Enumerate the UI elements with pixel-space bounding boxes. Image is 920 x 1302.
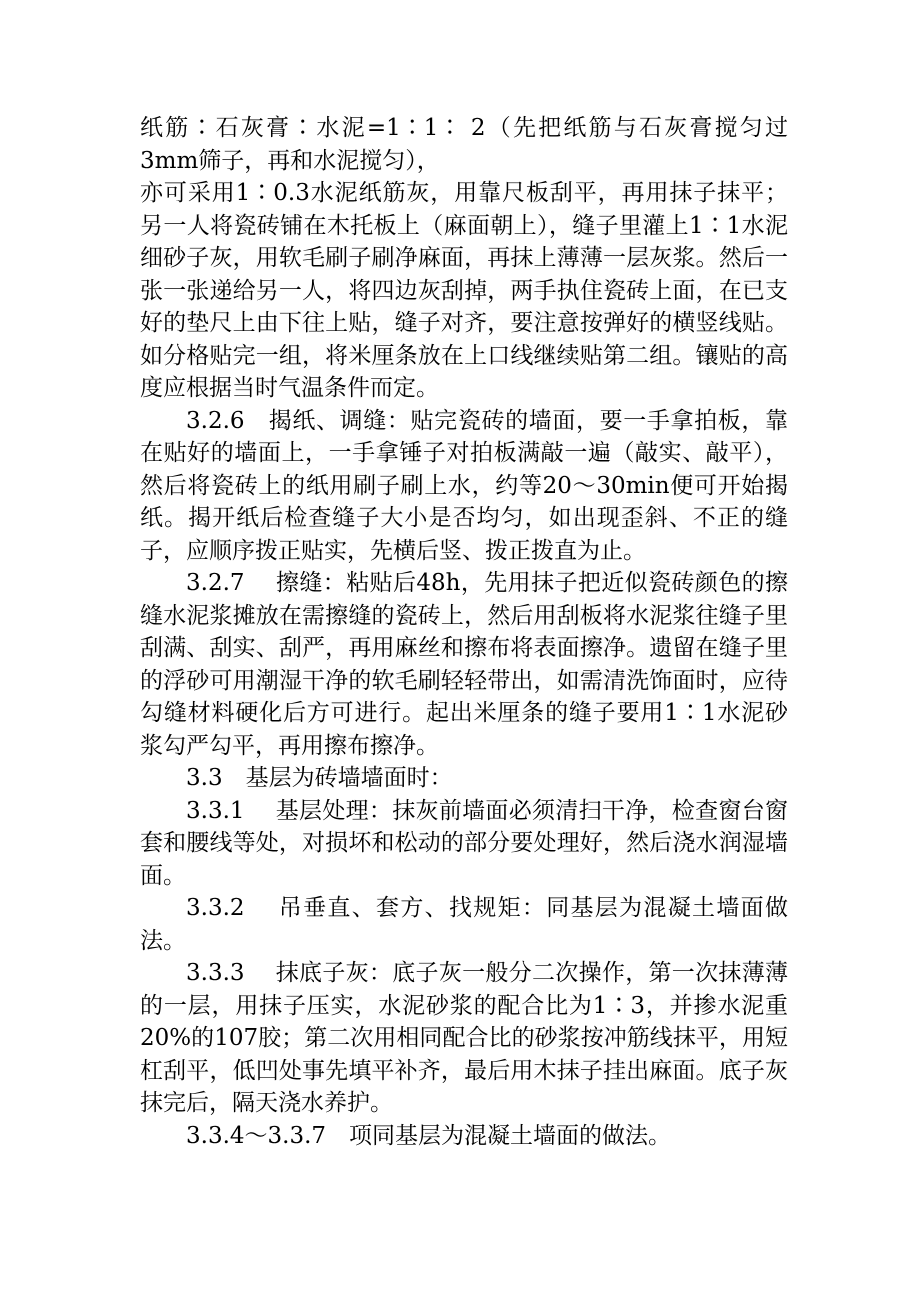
heading-3-3: 3.3 基层为砖墙墙面时： <box>186 765 453 791</box>
paragraph-3-2-7: 3.2.7 擦缝：粘贴后48h，先用抹子把近似瓷砖颜色的擦缝水泥浆摊放在需擦缝的瓷砖上，然后用刮板将水泥浆往缝子里刮满、刮实、刮严，再用麻丝和擦布将表面擦净。遗留在缝子里的浮砂可用潮湿干净的软毛刷轻轻带出，如需清洗饰面时，应待勾缝材料硬化后方可进行。起出米厘条的缝子要用1∶1水泥砂浆勾严勾平，再用擦布擦净。 <box>140 570 788 759</box>
paragraph-3-3-4-to-3-3-7: 3.3.4～3.3.7 项同基层为混凝土墙面的做法。 <box>186 1122 672 1149</box>
paragraph-3-3-3: 3.3.3 抹底子灰：底子灰一般分二次操作，第一次抹薄薄的一层，用抹子压实，水泥砂浆的配合比为1∶3，并掺水泥重20%的107胶；第二次用相同配合比的砂浆按冲筋线抹平，用短杠刮平，低凹处事先填平补齐，最后用木抹子挂出麻面。底子灰抹完后，隔天浇水养护。 <box>140 960 788 1116</box>
paragraph-3-3-1: 3.3.1 基层处理：抹灰前墙面必须清扫干净，检查窗台窗套和腰线等处，对损坏和松动的部分要处理好，然后浇水润湿墙面。 <box>140 797 788 889</box>
paragraph-3-3-2: 3.3.2 吊垂直、套方、找规矩：同基层为混凝土墙面做法。 <box>140 895 788 954</box>
document-page <box>140 112 788 1152</box>
paragraph-mix-ratio: 纸筋∶石灰膏∶水泥=1∶1∶ 2（先把纸筋与石灰膏搅匀过3mm筛子，再和水泥搅匀）， <box>140 115 788 174</box>
paragraph-3-2-6: 3.2.6 揭纸、调缝：贴完瓷砖的墙面，要一手拿拍板，靠在贴好的墙面上，一手拿锤子对拍板满敲一遍（敲实、敲平），然后将瓷砖上的纸用刷子刷上水，约等20～30min便可开始揭纸。揭开纸后检查缝子大小是否均匀，如出现歪斜、不正的缝子，应顺序拨正贴实，先横后竖、拨正拨直为止。 <box>140 407 788 564</box>
paragraph-tile-laying: 亦可采用1∶0.3水泥纸筋灰，用靠尺板刮平，再用抹子抹平；另一人将瓷砖铺在木托板上（麻面朝上），缝子里灌上1∶1水泥细砂子灰，用软毛刷子刷净麻面，再抹上薄薄一层灰浆。然后一张一张递给另一人，将四边灰刮掉，两手执住瓷砖上面，在已支好的垫尺上由下往上贴，缝子对齐，要注意按弹好的横竖线贴。如分格贴完一组，将米厘条放在上口线继续贴第二组。镶贴的高度应根据当时气温条件而定。 <box>140 180 788 401</box>
